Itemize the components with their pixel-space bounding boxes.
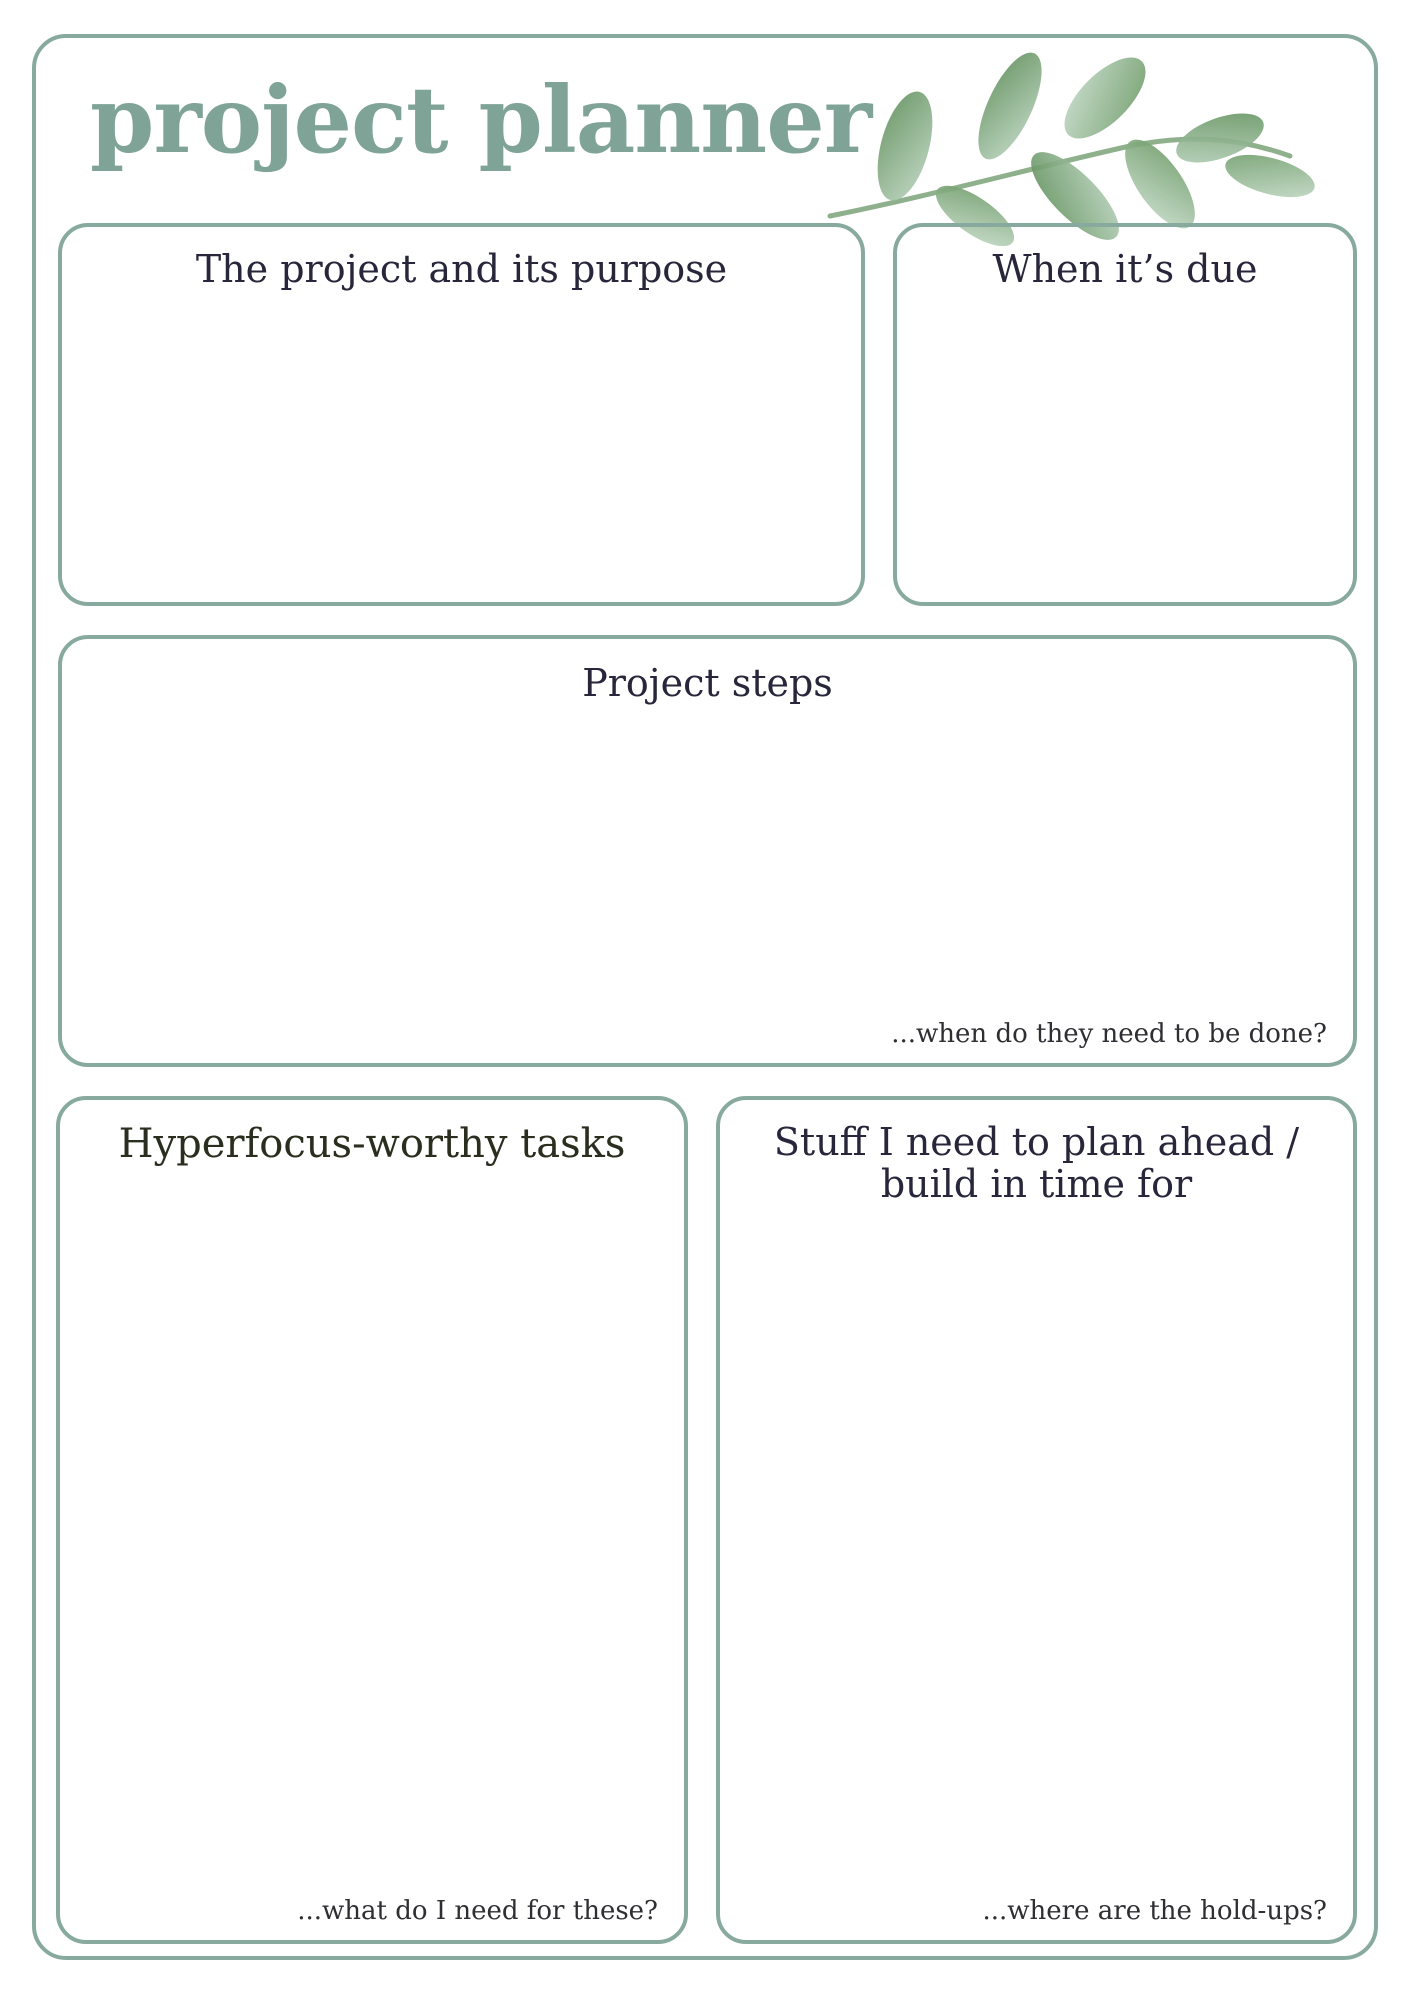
plan-ahead-box[interactable] [716,1096,1357,1944]
hyperfocus-hint: ...what do I need for these? [297,1896,658,1926]
steps-input[interactable] [82,721,1333,1003]
plan-ahead-label [720,1122,1353,1206]
plan-ahead-label-line2: build in time for [880,1161,1193,1206]
hyperfocus-box[interactable] [56,1096,688,1944]
due-label: When it’s due [992,247,1258,291]
plan-ahead-label-line1: Stuff I need to plan ahead / [773,1120,1300,1164]
purpose-label: The project and its purpose [195,247,728,291]
steps-box[interactable] [58,635,1357,1067]
hyperfocus-input[interactable] [80,1190,664,1880]
purpose-input[interactable] [82,307,841,582]
due-input[interactable] [917,307,1333,582]
hyperfocus-label: Hyperfocus-worthy tasks [118,1121,626,1167]
plan-ahead-hint: ...where are the hold-ups? [982,1896,1327,1926]
steps-label: Project steps [582,661,833,705]
due-box[interactable] [893,223,1357,606]
leaf-branch-icon [810,46,1330,246]
purpose-box[interactable] [58,223,865,606]
steps-hint: ...when do they need to be done? [891,1019,1327,1049]
page-title: project planner [90,66,872,174]
plan-ahead-input[interactable] [740,1230,1333,1880]
